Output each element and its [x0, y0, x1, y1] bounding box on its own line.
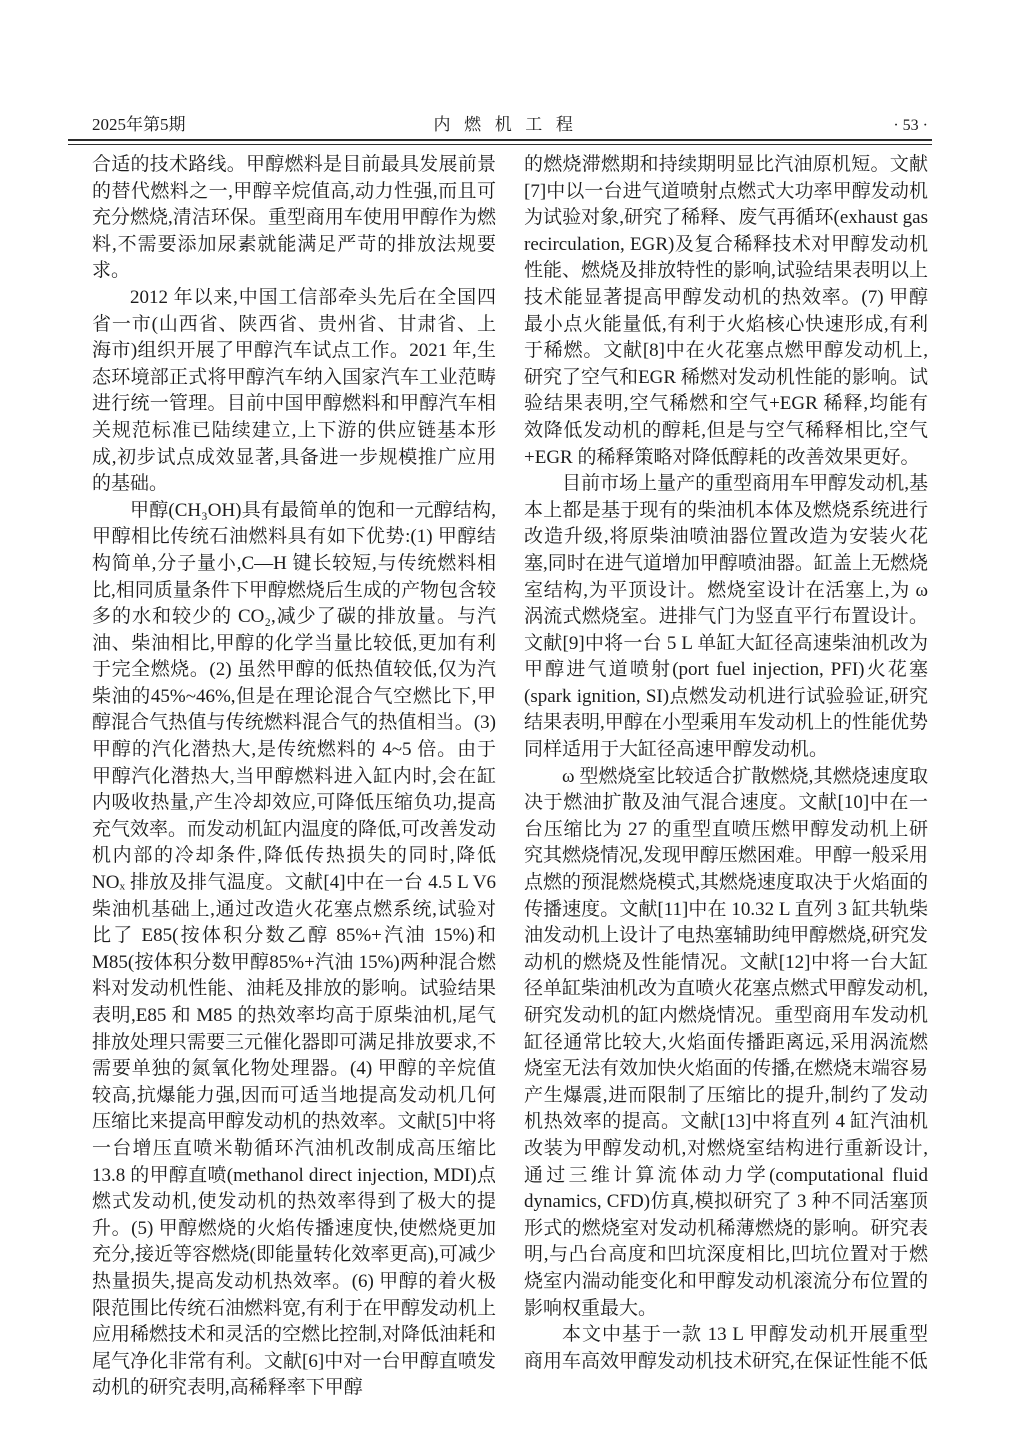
header-divider-rule	[68, 139, 932, 145]
paragraph: 本文中基于一款 13 L 甲醇发动机开展重型商用车高效甲醇发动机技术研究,在保证性能不低	[524, 1324, 928, 1372]
journal-title: 内燃机工程	[433, 115, 587, 134]
paragraph: 的燃烧滞燃期和持续期明显比汽油原机短。文献[7]中以一台进气道喷射点燃式大功率甲醇发动机为试验对象,研究了稀释、废气再循环(exhaust gas recirculation, EGR)及复合稀释技术对甲醇发动机性能、燃烧及排放特性的影响,试验结果表明以上技术能显著提高甲醇发动机的热效率。(7) 甲醇最小点火能量低,有利于火焰核心快速形成,有利于稀燃。文献[8]中在火花塞点燃甲醇发动机上,研究了空气和EGR 稀燃对发动机性能的影响。试验结果表明,空气稀燃和空气+EGR 稀释,均能有效降低发动机的醇耗,但是与空气稀释相比,空气+EGR 的稀释策略对降低醇耗的改善效果更好。	[524, 154, 928, 468]
column-right	[524, 152, 928, 1402]
paragraph: 合适的技术路线。甲醇燃料是目前最具发展前景的替代燃料之一,甲醇辛烷值高,动力性强,而且可充分燃烧,清洁环保。重型商用车使用甲醇作为燃料,不需要添加尿素就能满足严苛的排放法规要求。	[92, 154, 496, 282]
header-issue: 2025年第5期	[92, 115, 186, 134]
paragraph: 2012 年以来,中国工信部牵头先后在全国四省一市(山西省、陕西省、贵州省、甘肃省、上海市)组织开展了甲醇汽车试点工作。2021 年,生态环境部正式将甲醇汽车纳入国家汽车工业范畴进行统一管理。目前中国甲醇燃料和甲醇汽车相关规范标准已陆续建立,上下游的供应链基本形成,初步试点成效显著,具备进一步规模推广应用的基础。	[92, 286, 496, 495]
header-page-number: · 53 ·	[893, 117, 928, 134]
column-left	[92, 152, 496, 1402]
paragraph: ω 型燃烧室比较适合扩散燃烧,其燃烧速度取决于燃油扩散及油气混合速度。文献[10]中在一台压缩比为 27 的重型直喷压燃甲醇发动机上研究其燃烧情况,发现甲醇压燃困难。甲醇一般采用点燃的预混燃烧模式,其燃烧速度取决于火焰面的传播速度。文献[11]中在 10.32 L 直列 3 缸共轨柴油发动机上设计了电热塞辅助纯甲醇燃烧,研究发动机的燃烧及性能情况。文献[12]中将一台大缸径单缸柴油机改为直喷火花塞点燃式甲醇发动机,研究发动机的缸内燃烧情况。重型商用车发动机缸径通常比较大,火焰面传播距离远,采用涡流燃烧室无法有效加快火焰面的传播,在燃烧末端容易产生爆震,进而限制了压缩比的提升,制约了发动机热效率的提高。文献[13]中将直列 4 缸汽油机改装为甲醇发动机,对燃烧室结构进行重新设计,通过三维计算流体动力学(computational fluid dynamics, CFD)仿真,模拟研究了 3 种不同活塞顶形式的燃烧室对发动机稀薄燃烧的影响。研究表明,与凸台高度和凹坑深度相比,凹坑位置对于燃烧室内湍动能变化和甲醇发动机滚流分布位置的影响权重最大。	[524, 765, 928, 1319]
paragraph: 甲醇(CH₃OH)具有最简单的饱和一元醇结构,甲醇相比传统石油燃料具有如下优势:(1) 甲醇结构简单,分子量小,C—H 键长较短,与传统燃料相比,相同质量条件下甲醇燃烧后生成的产物包含较多的水和较少的 CO₂,减少了碳的排放量。与汽油、柴油相比,甲醇的化学当量比较低,更加有利于完全燃烧。(2) 虽然甲醇的低热值较低,仅为汽柴油的45%~46%,但是在理论混合气空燃比下,甲醇混合气热值与传统燃料混合气的热值相当。(3) 甲醇的汽化潜热大,是传统燃料的 4~5 倍。由于甲醇汽化潜热大,当甲醇燃料进入缸内时,会在缸内吸收热量,产生冷却效应,可降低压缩负功,提高充气效率。而发动机缸内温度的降低,可改善发动机内部的冷却条件,降低传热损失的同时,降低 NOₓ 排放及排气温度。文献[4]中在一台 4.5 L V6 柴油机基础上,通过改造火花塞点燃系统,试验对比了 E85(按体积分数乙醇 85%+汽油 15%)和 M85(按体积分数甲醇85%+汽油 15%)两种混合燃料对发动机性能、油耗及排放的影响。试验结果表明,E85 和 M85 的热效率均高于原柴油机,尾气排放处理只需要三元催化器即可满足排放要求,不需要单独的氮氧化物处理器。(4) 甲醇的辛烷值较高,抗爆能力强,因而可适当地提高发动机几何压缩比来提高甲醇发动机的热效率。文献[5]中将一台增压直喷米勒循环汽油机改制成高压缩比 13.8 的甲醇直喷(methanol direct injection, MDI)点燃式发动机,使发动机的热效率得到了极大的提升。(5) 甲醇燃烧的火焰传播速度快,使燃烧更加充分,接近等容燃烧(即能量转化效率更高),可减少热量损失,提高发动机热效率。(6) 甲醇的着火极限范围比传统石油燃料宽,有利于在甲醇发动机上应用稀燃技术和灵活的空燃比控制,对降低油耗和尾气净化非常有利。文献[6]中对一台甲醇直喷发动机的研究表明,高稀释率下甲醇	[92, 499, 496, 1399]
article-body	[92, 152, 928, 1402]
paragraph: 目前市场上量产的重型商用车甲醇发动机,基本上都是基于现有的柴油机本体及燃烧系统进行改造升级,将原柴油喷油器位置改造为安装火花塞,同时在进气道增加甲醇喷油器。缸盖上无燃烧室结构,为平顶设计。燃烧室设计在活塞上,为 ω 涡流式燃烧室。进排气门为竖直平行布置设计。文献[9]中将一台 5 L 单缸大缸径高速柴油机改为甲醇进气道喷射(port fuel injection, PFI)火花塞(spark ignition, SI)点燃发动机进行试验验证,研究结果表明,甲醇在小型乘用车发动机上的性能优势同样适用于大缸径高速甲醇发动机。	[524, 473, 928, 761]
page-header	[92, 110, 928, 135]
